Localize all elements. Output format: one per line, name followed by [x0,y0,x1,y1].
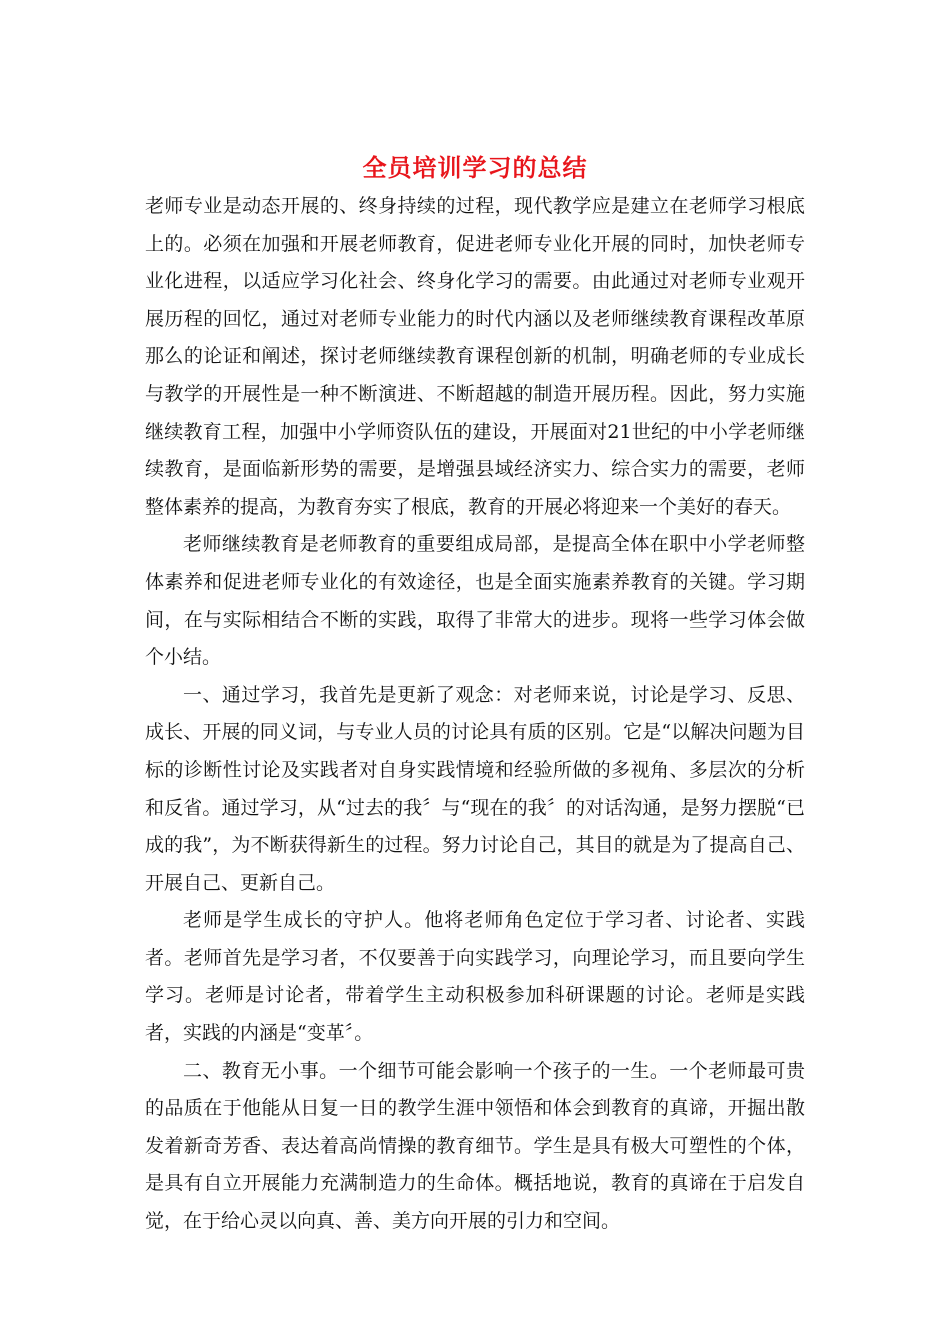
paragraph-5: 二、教育无小事。一个细节可能会影响一个孩子的一生。一个老师最可贵的品质在于他能从日复一日的教学生涯中领悟和体会到教育的真谛，开掘出散发着新奇芳香、表达着高尚情操的教育细节。学生是具有极大可塑性的个体，是具有自立开展能力充满制造力的生命体。概括地说，教育的真谛在于启发自觉，在于给心灵以向真、善、美方向开展的引力和空间。 [145,1059,805,1233]
document-title: 全员培训学习的总结 [362,153,588,182]
paragraph-3: 一、通过学习，我首先是更新了观念：对老师来说，讨论是学习、反思、成长、开展的同义词，与专业人员的讨论具有质的区别。它是“以解决问题为目标的诊断性讨论及实践者对自身实践情境和经验所做的多视角、多层次的分析和反省。通过学习，从“过去的我〞与“现在的我〞的对话沟通，是努力摆脱“已成的我”，为不断获得新生的过程。努力讨论自己，其目的就是为了提高自己、开展自己、更新自己。 [145,683,805,894]
paragraph-4: 老师是学生成长的守护人。他将老师角色定位于学习者、讨论者、实践者。老师首先是学习者，不仅要善于向实践学习，向理论学习，而且要向学生学习。老师是讨论者，带着学生主动积极参加科研课题的讨论。老师是实践者，实践的内涵是“变革〞。 [145,909,805,1045]
document-page [145,148,805,1241]
paragraph-1: 老师专业是动态开展的、终身持续的过程，现代教学应是建立在老师学习根底上的。必须在加强和开展老师教育，促进老师专业化开展的同时，加快老师专业化进程，以适应学习化社会、终身化学习的需要。由此通过对老师专业观开展历程的回忆，通过对老师专业能力的时代内涵以及老师继续教育课程改革原那么的论证和阐述，探讨老师继续教育课程创新的机制，明确老师的专业成长与教学的开展性是一种不断演进、不断超越的制造开展历程。因此，努力实施继续教育工程，加强中小学师资队伍的建设，开展面对21世纪的中小学老师继续教育，是面临新形势的需要，是增强县域经济实力、综合实力的需要，老师整体素养的提高，为教育夯实了根底，教育的开展必将迎来一个美好的春天。 [145,195,805,518]
paragraph-2: 老师继续教育是老师教育的重要组成局部，是提高全体在职中小学老师整体素养和促进老师专业化的有效途径，也是全面实施素养教育的关键。学习期间，在与实际相结合不断的实践，取得了非常大的进步。现将一些学习体会做个小结。 [145,533,805,669]
